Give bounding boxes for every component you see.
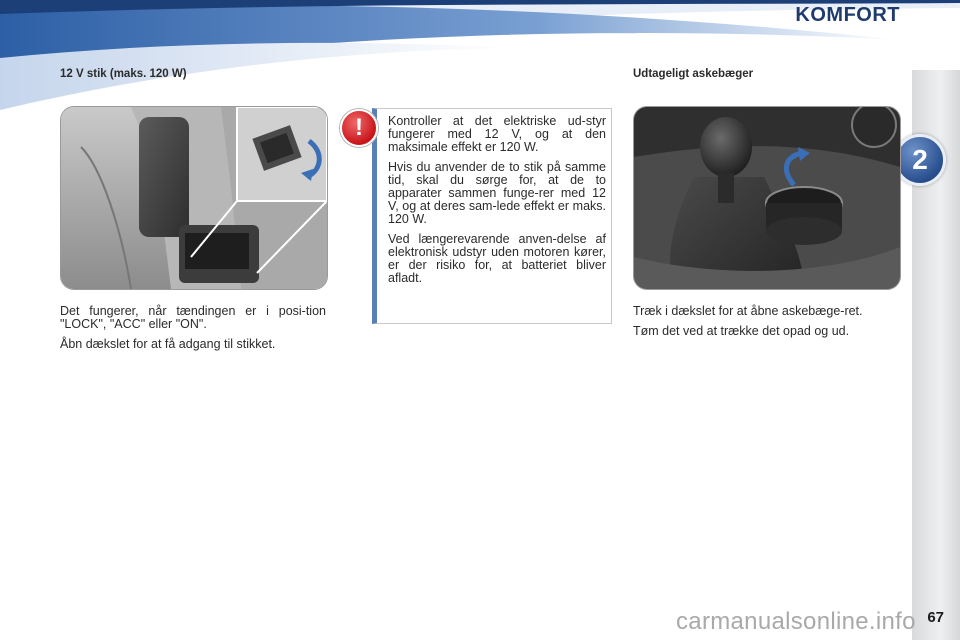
socket-heading: 12 V stik (maks. 120 W) bbox=[60, 68, 187, 80]
section-title: KOMFORT bbox=[795, 4, 900, 26]
ashtray-paragraph-2: Tøm det ved at trække det opad og ud. bbox=[633, 324, 850, 338]
watermark: carmanualsonline.info bbox=[676, 608, 916, 635]
socket-paragraph-2: Åbn dækslet for at få adgang til stikket. bbox=[60, 337, 276, 351]
socket-paragraph-1: Det fungerer, når tændingen er i posi-tion "LOCK", "ACC" eller "ON". bbox=[60, 304, 326, 331]
ashtray-heading: Udtageligt askebæger bbox=[633, 68, 754, 80]
warning-paragraph-3: Ved længerevarende anven-delse af elektronisk udstyr uden motoren kører, er der risiko for, at batteriet bliver afladt. bbox=[388, 232, 606, 285]
chapter-badge[interactable]: 2 bbox=[894, 134, 946, 186]
warning-text bbox=[388, 115, 606, 292]
ashtray-description bbox=[633, 305, 899, 345]
warning-paragraph-1: Kontroller at det elektriske ud-styr fungerer med 12 V, og at den maksimale effekt er 120 W. bbox=[388, 114, 606, 154]
page-number: 67 bbox=[927, 609, 944, 626]
ashtray-paragraph-1: Træk i dækslet for at åbne askebæge-ret. bbox=[633, 304, 863, 318]
socket-description bbox=[60, 305, 326, 358]
warning-exclamation-icon: ! bbox=[340, 109, 378, 147]
warning-paragraph-2: Hvis du anvender de to stik på samme tid, skal du sørge for, at de to apparater sammen funge-rer med 12 V, og at deres sam-lede effekt er maks. 120 W. bbox=[388, 160, 606, 226]
ashtray-photo bbox=[633, 106, 901, 290]
socket-photo bbox=[60, 106, 328, 290]
